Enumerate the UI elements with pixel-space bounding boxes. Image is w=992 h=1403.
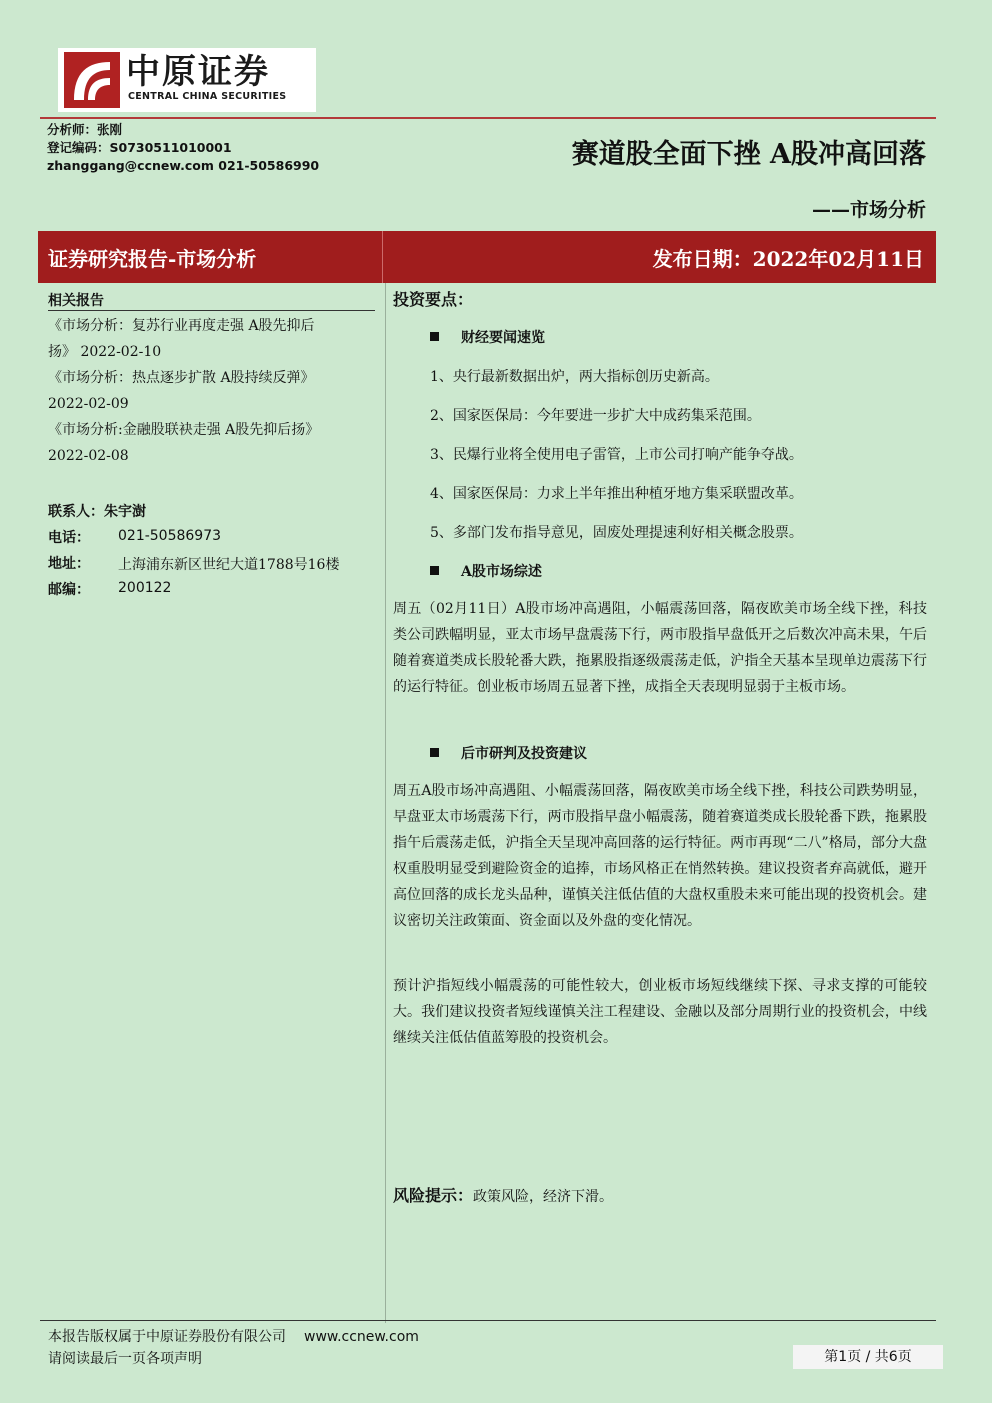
news-item: 5、多部门发布指导意见，固废处理提速利好相关概念股票。 [430,525,803,541]
analyst-contact: zhanggang@ccnew.com 021-50586990 [47,158,320,173]
copyright-line: 本报告版权属于中原证券股份有限公司 www.ccnew.com [48,1329,419,1345]
related-report-line[interactable]: 《市场分析:金融股联袂走强 A股先抑后扬》 [48,422,320,438]
analyst-reg: 登记编码：S0730511010001 [47,140,232,155]
market-summary-paragraph: 周五（02月11日）A股市场冲高遇阻，小幅震荡回落，隔夜欧美市场全线下挫，科技类公司跌幅明显，亚太市场早盘震荡下行，两市股指早盘低开之后数次冲高未果，午后随着赛道类成长股轮番大跌，拖累股指逐级震荡走低，沪指全天基本呈现单边震荡下行的运行特征。创业板市场周五显著下挫，成指全天表现明显弱于主板市场。 [393,601,927,695]
banner-category: 证券研究报告-市场分析 [48,247,257,271]
logo-mark-icon [64,52,120,108]
outlook-paragraph: 周五A股市场冲高遇阻、小幅震荡回落，隔夜欧美市场全线下挫，科技公司跌势明显，早盘亚太市场震荡下行，两市股指早盘小幅震荡，随着赛道类成长股轮番下跌，拖累股指午后震荡走低，沪指全天呈现冲高回落的运行特征。两市再现“二八”格局，部分大盘权重股明显受到避险资金的追捧，市场风格正在悄然转换。建议投资者弃高就低，避开高位回落的成长龙头品种，谨慎关注低估值的大盘权重股未来可能出现的投资机会。建议密切关注政策面、资金面以及外盘的变化情况。 [393,783,927,929]
report-title: 赛道股全面下挫 A股冲高回落 [571,139,926,170]
related-reports-title: 相关报告 [48,293,104,309]
related-report-line[interactable]: 《市场分析：热点逐步扩散 A股持续反弹》 [48,370,315,386]
phone-label: 电话： [48,530,90,546]
website-link[interactable]: www.ccnew.com [304,1329,419,1345]
header-rule [40,117,936,119]
zip-value: 200122 [118,580,172,596]
page-indicator: 第1页 / 共6页 [793,1345,943,1369]
logo-cn-text: 中原证券 [126,52,270,92]
address-value: 上海浦东新区世纪大道1788号16楼 [118,557,340,573]
phone-value: 021-50586973 [118,528,222,544]
contact-person: 联系人：朱宇澍 [48,504,146,520]
section-news-heading: 财经要闻速览 [430,327,545,347]
risk-warning: 风险提示：政策风险，经济下滑。 [393,1186,614,1205]
section-market-heading: A股市场综述 [430,561,542,581]
news-item: 1、央行最新数据出炉，两大指标创历史新高。 [430,369,719,385]
news-item: 4、国家医保局：力求上半年推出种植牙地方集采联盟改革。 [430,486,803,502]
analyst-name: 分析师：张刚 [47,122,123,137]
news-item: 2、国家医保局：今年要进一步扩大中成药集采范围。 [430,408,761,424]
address-label: 地址： [48,556,90,572]
square-bullet-icon [430,748,439,757]
logo-en-text: CENTRAL CHINA SECURITIES [128,91,287,102]
company-logo [58,48,316,112]
related-report-line[interactable]: 2022-02-09 [48,396,129,412]
publish-date: 发布日期：2022年02月11日 [652,247,924,271]
related-report-line[interactable]: 2022-02-08 [48,448,129,464]
disclaimer-notice: 请阅读最后一页各项声明 [48,1351,202,1367]
report-subtitle: ——市场分析 [811,199,926,221]
related-report-line[interactable]: 《市场分析：复苏行业再度走强 A股先抑后 [48,318,315,334]
related-report-line[interactable]: 扬》 2022-02-10 [48,344,162,360]
related-reports-rule [48,310,375,311]
forecast-paragraph: 预计沪指短线小幅震荡的可能性较大，创业板市场短线继续下探、寻求支撑的可能较大。我们建议投资者短线谨慎关注工程建设、金融以及部分周期行业的投资机会，中线继续关注低估值蓝筹股的投资机会。 [393,978,927,1046]
news-item: 3、民爆行业将全使用电子雷管，上市公司打响产能争夺战。 [430,447,803,463]
footer-rule [40,1320,936,1321]
zip-label: 邮编： [48,582,90,598]
section-outlook-heading: 后市研判及投资建议 [430,743,587,763]
column-divider [385,283,386,1323]
report-banner [38,231,936,283]
square-bullet-icon [430,332,439,341]
key-points-heading: 投资要点： [393,290,474,309]
square-bullet-icon [430,566,439,575]
banner-divider [382,231,383,283]
